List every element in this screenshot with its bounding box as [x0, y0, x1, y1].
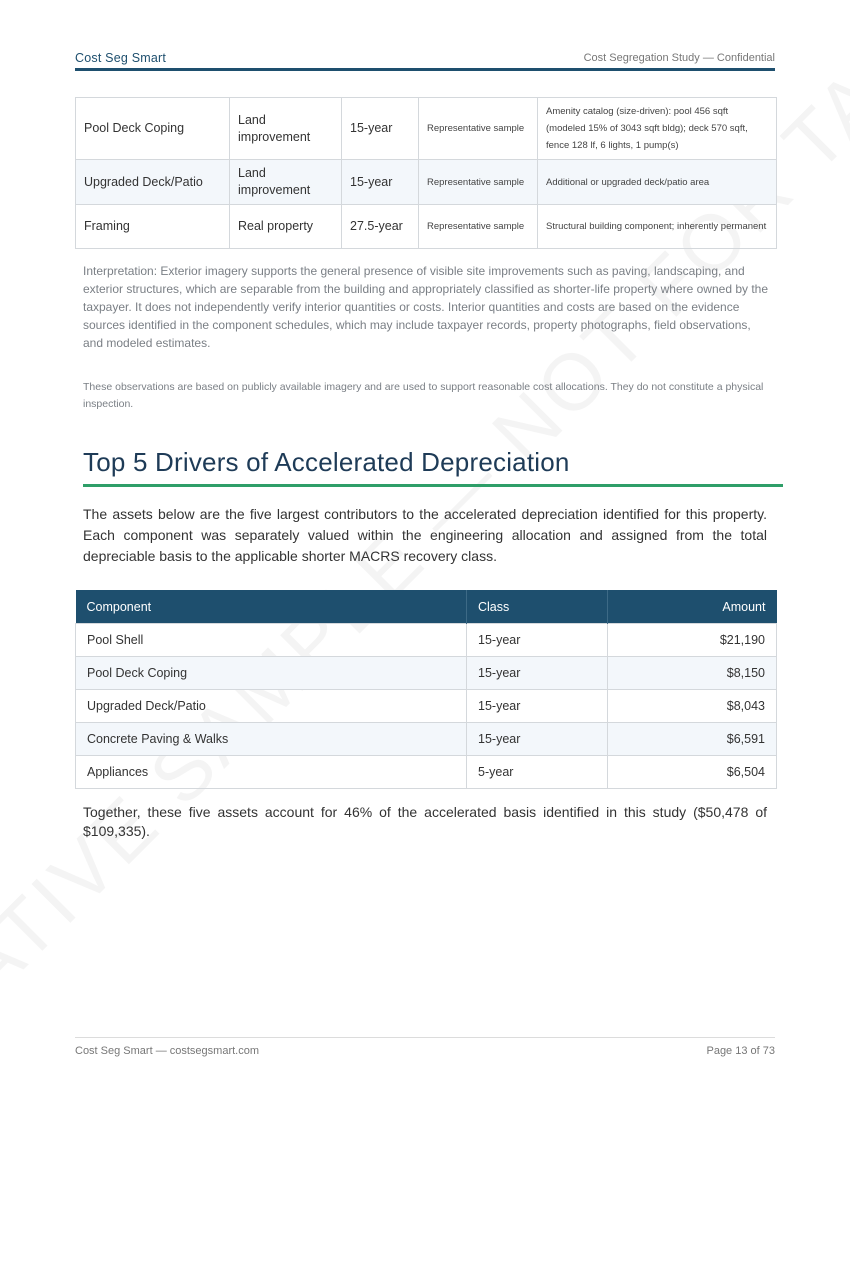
page-number: Page 13 of 73: [706, 1045, 775, 1057]
asset-notes: Structural building component; inherently permanent: [538, 205, 777, 249]
imagery-note: These observations are based on publicly available imagery and are used to support reasonable cost allocations. They do not constitute a physical inspection.: [83, 381, 764, 410]
section-title: Top 5 Drivers of Accelerated Depreciation: [83, 447, 570, 477]
asset-life: 15-year: [342, 160, 419, 205]
driver-amount: $6,591: [608, 723, 777, 756]
table-row: [76, 98, 777, 160]
asset-life: 27.5-year: [342, 205, 419, 249]
header-class: Class: [467, 590, 608, 624]
interpretation-text: Interpretation: Exterior imagery supports the general presence of visible site improvements such as paving, landscaping, and exterior structures, which are separable from the building and appropriately classified as shorter-life property where owned by the taxpayer. It does not independently verify interior quantities or costs. Interior quantities and costs are based on the evidence sources identified in the component schedules, which may include taxpayer records, property photographs, field observations, and modeled estimates.: [83, 264, 769, 350]
asset-life: 15-year: [342, 98, 419, 160]
asset-notes: Additional or upgraded deck/patio area: [538, 160, 777, 205]
section-intro: The assets below are the five largest contributors to the accelerated depreciation identified for this property. Each component was separately valued within the engineering allocation and assigned from the total depreciable basis to the applicable shorter MACRS recovery class.: [83, 506, 767, 564]
driver-amount: $8,150: [608, 657, 777, 690]
table-row: [76, 205, 777, 249]
asset-component: Pool Deck Coping: [76, 98, 230, 160]
driver-class: 15-year: [467, 723, 608, 756]
table-row: [76, 723, 777, 756]
drivers-table: [75, 590, 777, 789]
asset-method: Representative sample: [419, 160, 538, 205]
driver-class: 15-year: [467, 690, 608, 723]
asset-method: Representative sample: [419, 205, 538, 249]
header-confidential: Cost Segregation Study — Confidential: [583, 52, 775, 64]
drivers-header-row: [76, 590, 777, 624]
table-row: [76, 160, 777, 205]
table-row: [76, 690, 777, 723]
footer-site: Cost Seg Smart — costsegsmart.com: [75, 1045, 259, 1057]
driver-component: Concrete Paving & Walks: [76, 723, 467, 756]
driver-class: 5-year: [467, 756, 608, 789]
driver-class: 15-year: [467, 624, 608, 657]
summary-text: Together, these five assets account for 46% of the accelerated basis identified in this study ($50,478 of $109,335).: [83, 804, 767, 839]
driver-component: Pool Deck Coping: [76, 657, 467, 690]
asset-component: Upgraded Deck/Patio: [76, 160, 230, 205]
driver-amount: $21,190: [608, 624, 777, 657]
driver-class: 15-year: [467, 657, 608, 690]
table-row: [76, 756, 777, 789]
section-rule: [83, 484, 783, 487]
asset-table: [75, 97, 777, 249]
header-brand: Cost Seg Smart: [75, 51, 167, 65]
asset-component: Framing: [76, 205, 230, 249]
asset-type: Land improvement: [230, 160, 342, 205]
asset-notes: Amenity catalog (size-driven): pool 456 sqft (modeled 15% of 3043 sqft bldg); deck 570 sqft, fence 128 lf, 6 lights, 1 pump(s): [538, 98, 777, 160]
driver-amount: $8,043: [608, 690, 777, 723]
driver-component: Pool Shell: [76, 624, 467, 657]
driver-component: Appliances: [76, 756, 467, 789]
page-header: [75, 49, 775, 69]
driver-component: Upgraded Deck/Patio: [76, 690, 467, 723]
header-component: Component: [76, 590, 467, 624]
asset-method: Representative sample: [419, 98, 538, 160]
table-row: [76, 657, 777, 690]
header-rule: [75, 68, 775, 71]
table-row: [76, 624, 777, 657]
asset-type: Real property: [230, 205, 342, 249]
footer-rule: [75, 1037, 775, 1038]
header-amount: Amount: [608, 590, 777, 624]
driver-amount: $6,504: [608, 756, 777, 789]
asset-type: Land improvement: [230, 98, 342, 160]
